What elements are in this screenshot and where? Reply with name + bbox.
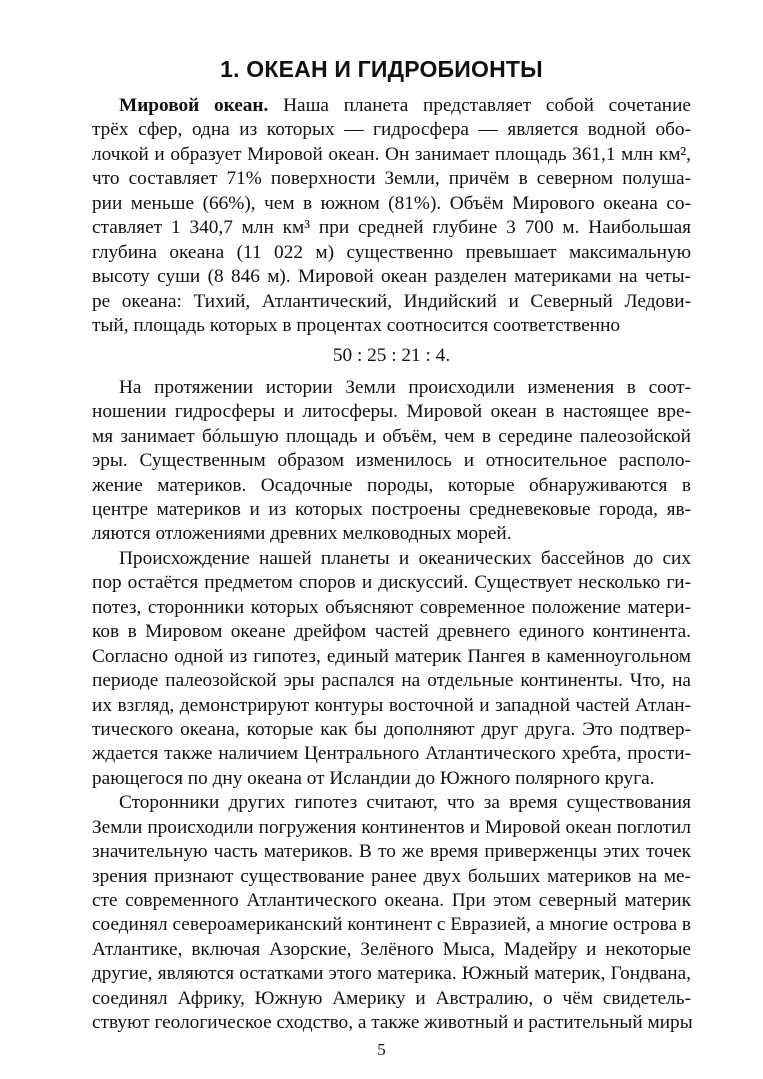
- text-line: зрения признают существование ранее двух больших материков на ме-: [92, 865, 691, 887]
- text-line: Происхождение нашей планеты и океанических бассейнов до сих: [119, 547, 691, 569]
- text-line: тического океана, которые как бы дополняют друг друга. Это подтвер-: [92, 718, 691, 740]
- text-line: [92, 94, 691, 118]
- lead-term: Мировой океан.: [119, 95, 269, 116]
- text-line: рающегося по дну океана от Исландии до Южного полярного круга.: [92, 767, 655, 789]
- text-line: периоде палеозойской эры распался на отдельные континенты. Что, на: [92, 670, 691, 692]
- text-line: сте современного Атлантического океана. При этом северный материк: [92, 890, 691, 911]
- text-line: ношении гидросферы и литосферы. Мировой океан в настоящее вре-: [92, 401, 691, 423]
- text-line: соединял североамериканский континент с Евразией, а многие острова в: [92, 914, 691, 936]
- text-line: На протяжении истории Земли происходили изменения в соот-: [119, 376, 691, 398]
- text-line: что составляет 71% поверхности Земли, причём в северном полуша-: [92, 168, 691, 190]
- text-line: тый, площадь которых в процентах соотносится соответственно: [92, 314, 621, 336]
- text-line: их взгляд, демонстрируют контуры восточной и западной частей Атлан-: [92, 694, 691, 716]
- page-number: 5: [377, 1040, 386, 1059]
- text-line: Согласно одной из гипотез, единый материк Пангея в каменноугольном: [92, 645, 691, 667]
- text-line: ставляет 1 340,7 млн км³ при средней глубине 3 700 м. Наибольшая: [92, 217, 691, 239]
- text-line: ре океана: Тихий, Атлантический, Индийский и Северный Ледови-: [92, 290, 691, 312]
- text-line: трёх сфер, одна из которых — гидросфера — является водной обо-: [92, 119, 691, 141]
- text-line: другие, являются остатками этого материка. Южный материк, Гондвана,: [92, 963, 691, 985]
- text-line: рии меньше (66%), чем в южном (81%). Объём Мирового океана со-: [92, 192, 691, 214]
- text-line: Сторонники других гипотез считают, что за время существования: [119, 792, 691, 814]
- text-line: лочкой и образует Мировой океан. Он занимает площадь 361,1 млн км²,: [92, 143, 691, 165]
- text-line: жение материков. Осадочные породы, которые обнаруживаются в: [92, 474, 691, 496]
- paragraph: [92, 547, 691, 791]
- text-line: пор остаётся предметом споров и дискуссий. Существует несколько ги-: [92, 572, 691, 594]
- paragraph: [92, 94, 691, 338]
- text-line: центре материков и из которых построены средневековые города, яв-: [92, 499, 691, 520]
- text-line: глубина океана (11 022 м) существенно превышает максимальную: [92, 241, 691, 263]
- text-line: соединял Африку, Южную Америку и Австралию, о чём свидетель-: [92, 987, 691, 1009]
- text-line: ков в Мировом океане дрейфом частей древнего единого континента.: [92, 621, 691, 643]
- chapter-title: 1. ОКЕАН И ГИДРОБИОНТЫ: [220, 56, 543, 82]
- paragraph: [92, 376, 691, 547]
- ratio-formula: 50 : 25 : 21 : 4.: [332, 345, 451, 367]
- text-line: потез, сторонники которых объясняют современное положение матери-: [92, 596, 691, 618]
- body-text: [92, 94, 691, 1036]
- text-line: Атлантике, включая Азорские, Зелёного Мыса, Мадейру и некоторые: [92, 938, 691, 960]
- text-line: мя занимает бóльшую площадь и объём, чем в середине палеозойской: [92, 425, 691, 447]
- text-line: Земли происходили погружения континентов и Мировой океан поглотил: [92, 816, 691, 838]
- text-line: значительную часть материков. В то же время приверженцы этих точек: [92, 841, 691, 863]
- line-text: Наша планета представляет собой сочетание: [268, 95, 691, 116]
- text-line: ствуют геологическое сходство, а также животный и растительный миры: [92, 1012, 693, 1034]
- paragraph: [92, 791, 691, 1035]
- text-line: ляются отложениями древних мелководных морей.: [92, 523, 512, 545]
- text-line: ждается также наличием Центрального Атлантического хребта, прости-: [92, 743, 691, 765]
- text-line: эры. Существенным образом изменилось и относительное располо-: [92, 450, 691, 472]
- text-line: высоту суши (8 846 м). Мировой океан разделен материками на четы-: [92, 266, 691, 288]
- formula: [92, 344, 691, 368]
